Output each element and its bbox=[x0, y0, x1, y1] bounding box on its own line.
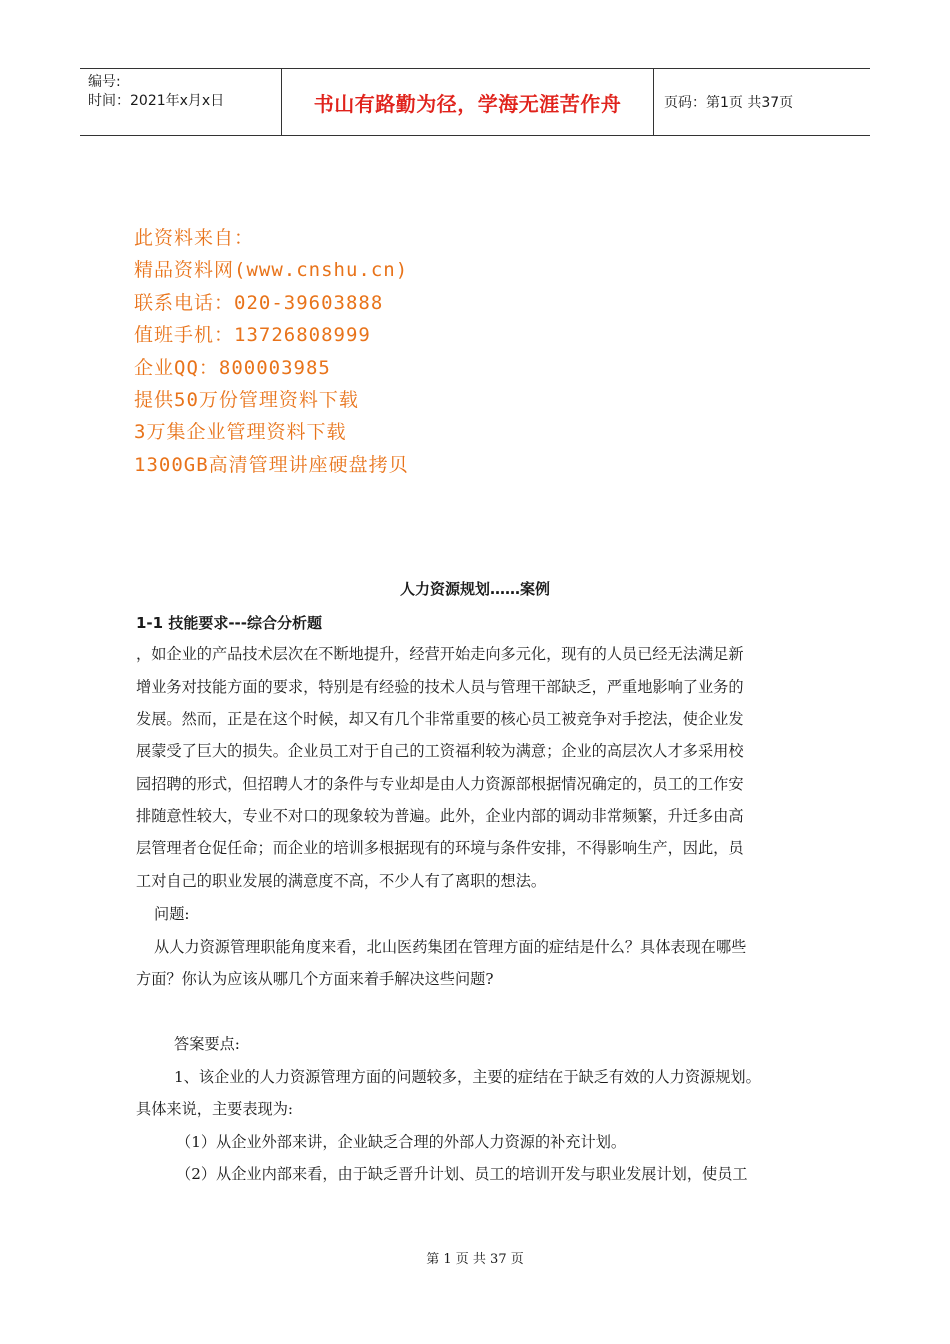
body-line: 发展。然而，正是在这个时候，却又有几个非常重要的核心员工被竞争对手挖法，使企业发 bbox=[136, 710, 744, 728]
body-line: 展蒙受了巨大的损失。企业员工对于自己的工资福利较为满意；企业的高层次人才多采用校 bbox=[136, 742, 744, 760]
body-line: 层管理者仓促任命；而企业的培训多根据现有的环境与条件安排，不得影响生产，因此，员 bbox=[136, 839, 744, 857]
answer-line: 1、该企业的人力资源管理方面的问题较多，主要的症结在于缺乏有效的人力资源规划。 bbox=[174, 1068, 761, 1086]
body-line: 园招聘的形式，但招聘人才的条件与专业却是由人力资源部根据情况确定的，员工的工作安 bbox=[136, 775, 744, 793]
answer-label: 答案要点: bbox=[174, 1035, 240, 1053]
question-line: 从人力资源管理职能角度来看，北山医药集团在管理方面的症结是什么？具体表现在哪些 bbox=[154, 938, 747, 956]
body-line: 排随意性较大，专业不对口的现象较为普遍。此外，企业内部的调动非常频繁，升迁多由高 bbox=[136, 807, 744, 825]
ad-line: 联系电话：020-39603888 bbox=[134, 291, 384, 314]
answer-line: （2）从企业内部来看，由于缺乏晋升计划、员工的培训开发与职业发展计划，使员工 bbox=[176, 1165, 748, 1183]
ad-line: 1300GB高清管理讲座硬盘拷贝 bbox=[134, 453, 409, 476]
header-page-cell bbox=[654, 69, 870, 135]
ad-line: 提供50万份管理资料下载 bbox=[134, 389, 359, 412]
body-line: ，如企业的产品技术层次在不断地提升，经营开始走向多元化，现有的人员已经无法满足新 bbox=[136, 645, 744, 663]
page-footer: 第 1 页 共 37 页 bbox=[426, 1252, 524, 1267]
ad-line: 此资料来自： bbox=[134, 227, 255, 249]
body-line: 增业务对技能方面的要求，特别是有经验的技术人员与管理干部缺乏，严重地影响了业务的 bbox=[136, 678, 744, 696]
header-motto-cell bbox=[282, 69, 654, 135]
motto-text: 书山有路勤为径，学海无涯苦作舟 bbox=[313, 91, 622, 116]
ad-line: 精品资料网(www.cnshu.cn) bbox=[134, 259, 409, 282]
answer-line: （1）从企业外部来讲，企业缺乏合理的外部人力资源的补充计划。 bbox=[176, 1133, 627, 1151]
header-table bbox=[80, 68, 870, 136]
number-label: 编号: bbox=[88, 74, 121, 90]
body-line: 工对自己的职业发展的满意度不高，不少人有了离职的想法。 bbox=[136, 872, 547, 890]
time-label: 时间：2021年x月x日 bbox=[88, 93, 225, 109]
ad-line: 企业QQ：800003985 bbox=[134, 356, 331, 379]
doc-title: 人力资源规划……案例 bbox=[399, 580, 550, 598]
question-line: 方面？你认为应该从哪几个方面来着手解决这些问题? bbox=[136, 970, 494, 988]
header-meta-cell bbox=[80, 69, 282, 135]
doc-subtitle: 1-1 技能要求---综合分析题 bbox=[136, 614, 322, 632]
ad-line: 3万集企业管理资料下载 bbox=[134, 421, 347, 444]
page-info: 页码：第1页 共37页 bbox=[664, 95, 794, 111]
ad-block bbox=[134, 222, 409, 481]
answer-line: 具体来说，主要表现为: bbox=[136, 1100, 293, 1118]
ad-line: 值班手机：13726808999 bbox=[134, 324, 371, 347]
question-label: 问题: bbox=[154, 905, 190, 923]
